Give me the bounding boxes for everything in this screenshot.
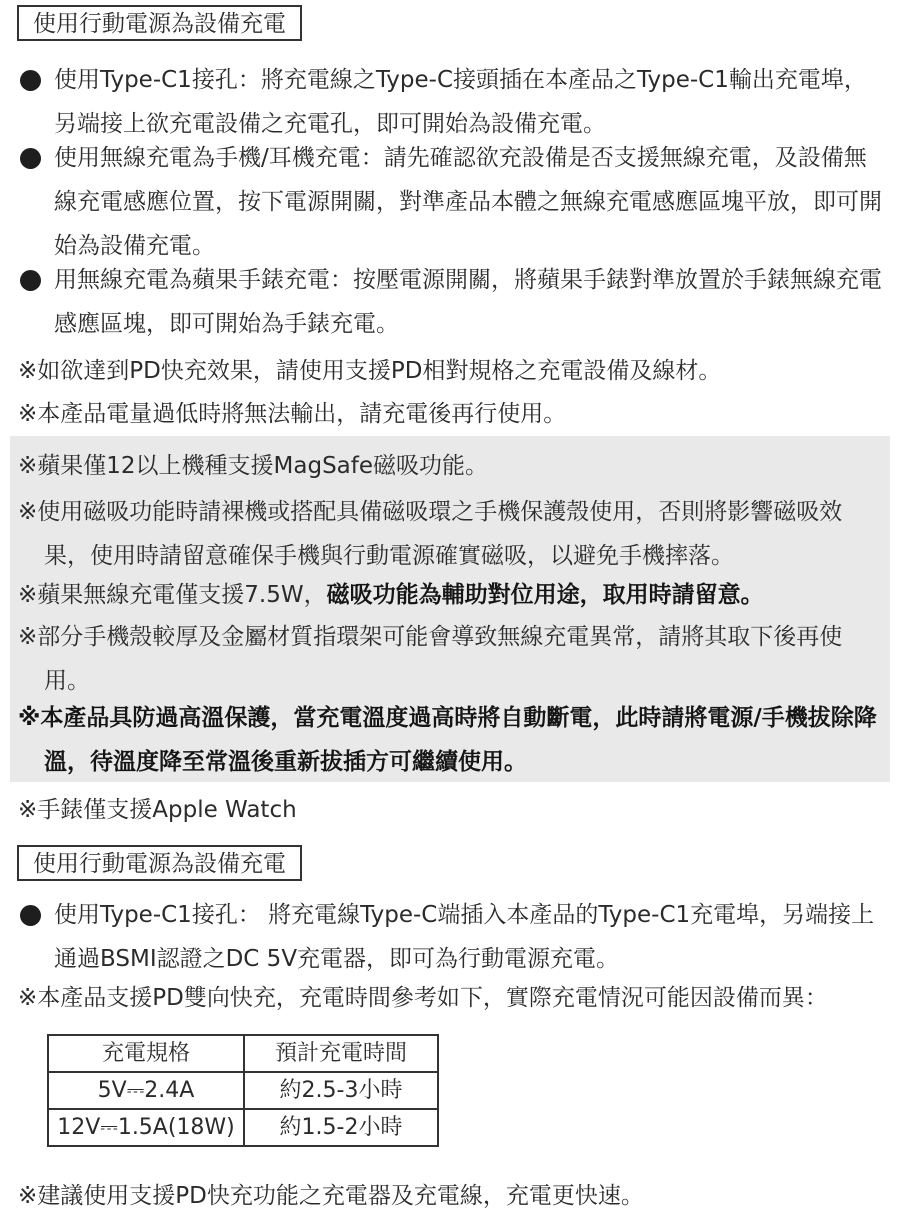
bullet-dot-icon xyxy=(20,70,41,91)
table-cell-spec: 12V⎓1.5A(18W) xyxy=(48,1109,244,1146)
table-cell-time: 約1.5-2小時 xyxy=(244,1109,438,1146)
bullet-type-c1 xyxy=(20,58,886,146)
bullet-body: 將充電線之Type-C接頭插在本產品之Type-C1輸出充電埠，另端接上欲充電設備之充電孔，即可開始為設備充電。 xyxy=(54,67,867,137)
bullet-body: 請先確認欲充設備是否支援無線充電，及設備無線充電感應位置，按下電源開關，對準產品本體之無線充電感應區塊平放，即可開始為設備充電。 xyxy=(54,145,882,259)
table-header-spec: 充電規格 xyxy=(48,1035,244,1072)
note-low-battery: ※本產品電量過低時將無法輸出，請充電後再行使用。 xyxy=(18,401,567,427)
bullet-dot-icon xyxy=(20,905,41,926)
bullet-dot-icon xyxy=(20,148,41,169)
table-row xyxy=(48,1109,438,1146)
table-header-row xyxy=(48,1035,438,1072)
bullet-body: 將充電線Type-C端插入本產品的Type-C1充電埠，另端接上通過BSMI認證之DC 5V充電器，即可為行動電源充電。 xyxy=(54,902,875,972)
note-apple-watch: ※手錶僅支援Apple Watch xyxy=(18,797,297,823)
note-wireless-7-5w xyxy=(18,573,886,617)
note-pd-bidirectional: ※本產品支援PD雙向快充，充電時間參考如下，實際充電情況可能因設備而異： xyxy=(18,985,828,1011)
section-title-powerbank-charging: 使用行動電源為設備充電 xyxy=(17,845,302,881)
note-recommend-pd-charger: ※建議使用支援PD快充功能之充電器及充電線，充電更快速。 xyxy=(18,1183,644,1209)
charge-time-table xyxy=(47,1034,439,1147)
table-cell-spec: 5V⎓2.4A xyxy=(48,1072,244,1109)
note-pd-fast-charge: ※如欲達到PD快充效果，請使用支援PD相對規格之充電設備及線材。 xyxy=(18,358,722,384)
note-magnetic-case: ※使用磁吸功能時請裸機或搭配具備磁吸環之手機保護殼使用，否則將影響磁吸效果，使用時請留意確保手機與行動電源確實磁吸，以避免手機摔落。 xyxy=(18,499,843,569)
bullet-label: 使用無線充電為手機/耳機充電： xyxy=(54,145,384,171)
note-plain-part: ※蘋果無線充電僅支援7.5W， xyxy=(18,582,327,608)
bullet-label: 使用Type-C1接孔： xyxy=(54,67,261,93)
bullet-recharge-type-c1 xyxy=(20,893,886,981)
bullet-label: 用無線充電為蘋果手錶充電： xyxy=(54,267,353,293)
section-title-device-charging: 使用行動電源為設備充電 xyxy=(17,5,302,41)
bullet-dot-icon xyxy=(20,270,41,291)
table-cell-time: 約2.5-3小時 xyxy=(244,1072,438,1109)
bullet-label: 使用Type-C1接孔： xyxy=(54,902,261,928)
note-magsafe-models: ※蘋果僅12以上機種支援MagSafe磁吸功能。 xyxy=(18,453,489,479)
table-row xyxy=(48,1072,438,1109)
table-header-time: 預計充電時間 xyxy=(244,1035,438,1072)
note-thick-case: ※部分手機殼較厚及金屬材質指環架可能會導致無線充電異常，請將其取下後再使用。 xyxy=(18,624,843,694)
bullet-wireless-phone xyxy=(20,136,886,268)
bullet-body: 按壓電源開關，將蘋果手錶對準放置於手錶無線充電感應區塊，即可開始為手錶充電。 xyxy=(54,267,882,337)
note-overheat-protection: ※本產品具防過高溫保護，當充電溫度過高時將自動斷電，此時請將電源/手機拔除降溫，待溫度降至常溫後重新拔插方可繼續使用。 xyxy=(18,705,877,775)
bullet-wireless-watch xyxy=(20,258,886,346)
note-bold-part: 磁吸功能為輔助對位用途，取用時請留意。 xyxy=(326,582,764,608)
